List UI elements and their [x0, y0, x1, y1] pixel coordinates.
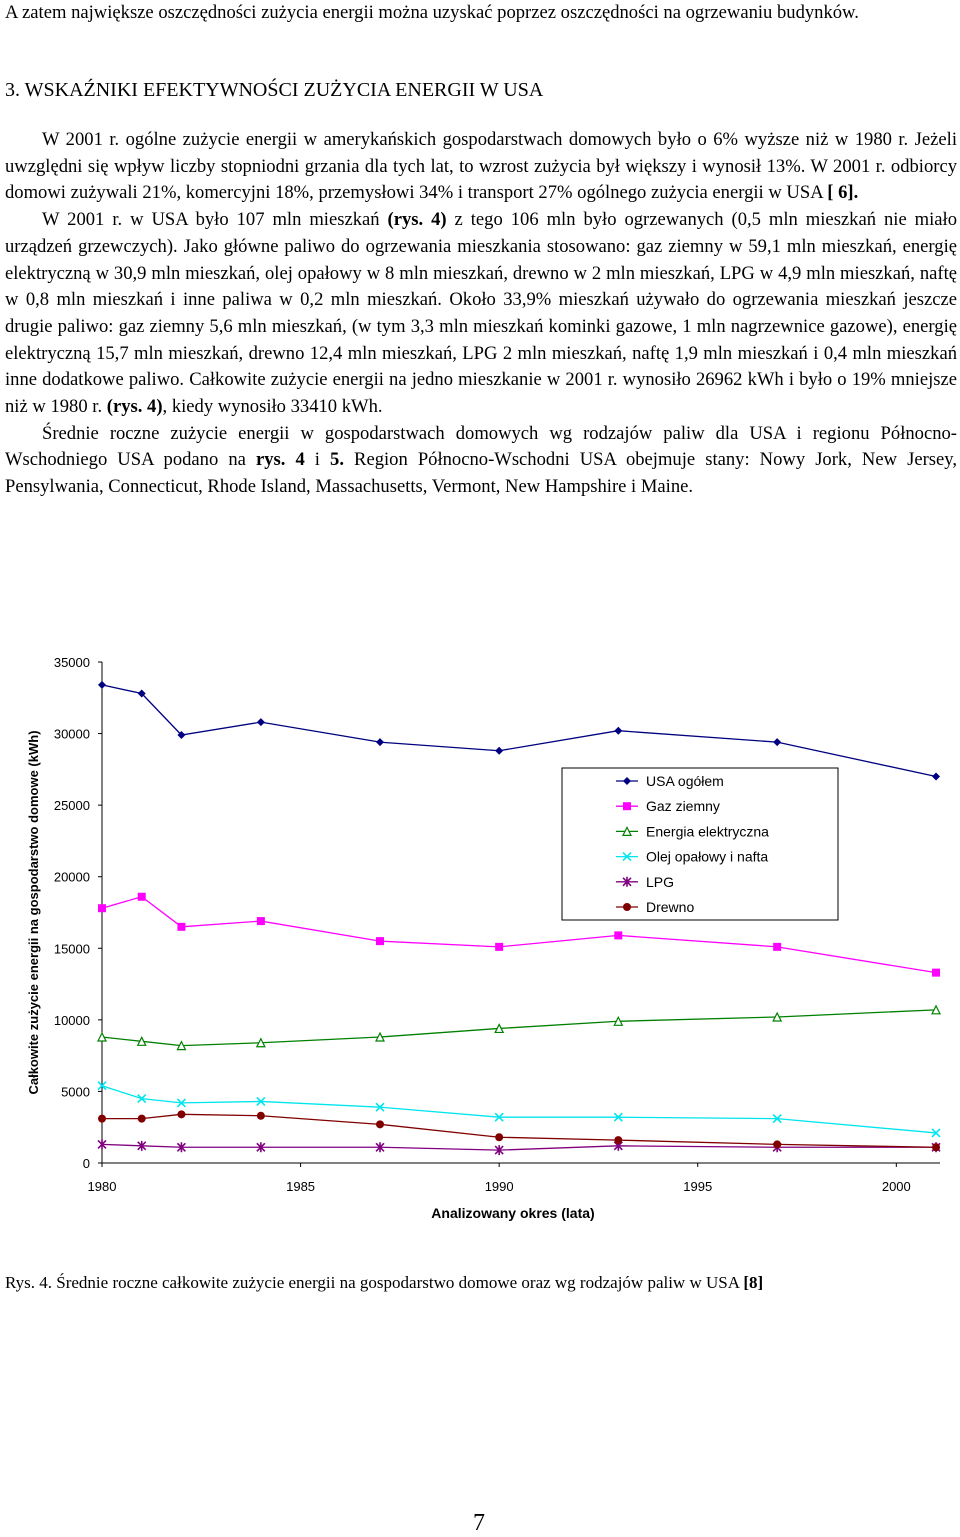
- paragraph-3-text-a: Średnie roczne zużycie energii w gospodarstwach domowych wg rodzajów paliw dla USA i regionu Północno-Wschodniego USA podano na: [5, 422, 957, 471]
- legend-label: USA ogółem: [646, 773, 724, 789]
- figure-caption: [5, 1271, 763, 1295]
- figure-caption-text: Rys. 4. Średnie roczne całkowite zużycie energii na gospodarstwo domowe oraz wg rodzajów paliw w USA: [5, 1273, 744, 1292]
- legend-box: [562, 768, 838, 920]
- legend-label: Drewno: [646, 899, 695, 915]
- legend-marker: [623, 903, 631, 911]
- data-point: [138, 893, 146, 901]
- y-tick-label: 35000: [53, 655, 90, 670]
- legend-label: Energia elektryczna: [646, 823, 769, 840]
- x-tick-label: 2000: [881, 1179, 911, 1194]
- paragraph-2-text-a: W 2001 r. w USA było 107 mln mieszkań: [42, 209, 388, 231]
- data-point: [376, 937, 384, 945]
- x-tick-label: 1980: [87, 1179, 117, 1194]
- paragraph-1: [5, 127, 957, 207]
- data-point: [932, 773, 940, 781]
- data-point: [614, 727, 622, 735]
- data-point: [98, 1115, 106, 1123]
- x-tick-label: 1995: [683, 1179, 713, 1194]
- data-point: [773, 738, 781, 746]
- x-tick-label: 1985: [286, 1179, 316, 1194]
- figure-reference-5: 5.: [330, 449, 344, 471]
- x-tick-label: 1990: [484, 1179, 514, 1194]
- reference-7: (rys. 4): [387, 209, 447, 231]
- data-point: [177, 923, 185, 931]
- data-point: [932, 1143, 940, 1151]
- data-point: [138, 1115, 146, 1123]
- y-tick-label: 15000: [53, 941, 90, 957]
- data-point: [495, 1133, 503, 1141]
- series-3: [98, 1082, 940, 1137]
- reference-6: [ 6].: [827, 182, 859, 204]
- data-point: [495, 747, 503, 755]
- paragraph-3-text-b: Region Północno-Wschodni USA obejmuje stany: Nowy Jork, New Jersey, Pensylwania, Connecticut, Rhode Island, Massachusetts, Vermont, New Hampshire i Maine.: [5, 449, 957, 498]
- series-line: [102, 685, 936, 777]
- figure-reference-rys4: rys. 4: [255, 449, 305, 471]
- paragraph-2-text-c: , kiedy wynosiło 33410 kWh.: [162, 396, 383, 418]
- data-point: [376, 1120, 384, 1128]
- series-line: [102, 1086, 936, 1133]
- paragraph-3-text-mid: i: [304, 449, 331, 471]
- data-point: [932, 969, 940, 977]
- y-tick-label: 10000: [53, 1012, 90, 1028]
- data-point: [495, 943, 503, 951]
- data-point: [773, 1140, 781, 1148]
- series-line: [102, 1114, 936, 1147]
- legend-label: Gaz ziemny: [646, 798, 720, 815]
- series-2: [98, 1006, 940, 1050]
- data-point: [257, 1112, 265, 1120]
- y-tick-labels: [54, 655, 102, 1171]
- section-heading: 3. WSKAŹNIKI EFEKTYWNOŚCI ZUŻYCIA ENERGII W USA: [5, 79, 544, 101]
- data-point: [614, 931, 622, 939]
- legend-marker: [623, 802, 631, 810]
- intro-text: A zatem największe oszczędności zużycia energii można uzyskać poprzez oszczędności na ogrzewaniu budynków.: [5, 2, 859, 23]
- series-line: [102, 1010, 936, 1046]
- paragraph-2-text-b: z tego 106 mln było ogrzewanych (0,5 mln mieszkań nie miało urządzeń grzewczych). Jako główne paliwo do ogrzewania mieszkania stosowano: gaz ziemny w 59,1 mln mieszkań, energię elektryczną w 30,9 mln mieszkań, olej opałowy w 8 mln mieszkań, drewno w 2 mln mieszkań, LPG w 4,9 mln mieszkań, naftę w 0,8 mln mieszkań i inne paliwa w 0,2 mln mieszkań. Około 33,9% mieszkań używało do ogrzewania mieszkań jeszcze drugie paliwo: gaz ziemny 5,6 mln mieszkań, (w tym 3,3 mln mieszkań kominki gazowe, 1 mln nagrzewnice gazowe), energię elektryczną 15,7 mln mieszkań, drewno 12,4 mln mieszkań, LPG 2 mln mieszkań, naftę 1,9 mln mieszkań i 0,4 mln mieszkań inne dodatkowe paliwo. Całkowite zużycie energii na jedno mieszkanie w 2001 r. wynosiło 26962 kWh i było o 19% mniejsze niż w 1980 r.: [5, 209, 957, 418]
- energy-consumption-chart: [0, 648, 960, 1268]
- y-axis-label: Całkowite zużycie energii na gospodarstwo domowe (kWh): [26, 730, 41, 1095]
- x-tick-labels: [88, 1163, 911, 1194]
- series-0: [98, 681, 940, 781]
- y-tick-label: 0: [82, 1156, 90, 1171]
- legend-label: LPG: [646, 873, 675, 890]
- series-4: [98, 1139, 940, 1155]
- paragraph-3: [5, 421, 957, 501]
- data-point: [614, 1136, 622, 1144]
- data-point: [773, 943, 781, 951]
- y-tick-label: 25000: [53, 798, 90, 814]
- paragraph-2: [5, 207, 957, 421]
- page-number: 7: [473, 1510, 485, 1536]
- paragraph-1-text: W 2001 r. ogólne zużycie energii w amerykańskich gospodarstwach domowych było o 6% wyższe niż w 1980 r. Jeżeli uwzględni się wpływ liczby stopniodni grzania dla tych lat, to wzrost zużycia był większy i wynosił 13%. W 2001 r. odbiorcy domowi zużywali 21%, komercyjni 18%, przemysłowi 34% i transport 27% ogólnego zużycia energii w USA: [5, 129, 957, 204]
- x-axis-label: Analizowany okres (lata): [431, 1205, 595, 1221]
- y-tick-label: 30000: [53, 726, 90, 742]
- legend-label: Olej opałowy i nafta: [646, 848, 769, 865]
- data-point: [257, 917, 265, 925]
- body-text: [5, 127, 957, 501]
- y-tick-label: 20000: [53, 869, 90, 885]
- chart-legend: [562, 768, 838, 920]
- y-tick-label: 5000: [61, 1084, 90, 1100]
- data-point: [177, 1110, 185, 1118]
- figure-reference-4: (rys. 4): [106, 396, 163, 418]
- data-point: [257, 718, 265, 726]
- intro-paragraph: [5, 0, 957, 27]
- data-point: [98, 681, 106, 689]
- series-5: [98, 1110, 940, 1151]
- data-point: [376, 738, 384, 746]
- data-point: [98, 904, 106, 912]
- caption-reference-8: [8]: [743, 1273, 764, 1292]
